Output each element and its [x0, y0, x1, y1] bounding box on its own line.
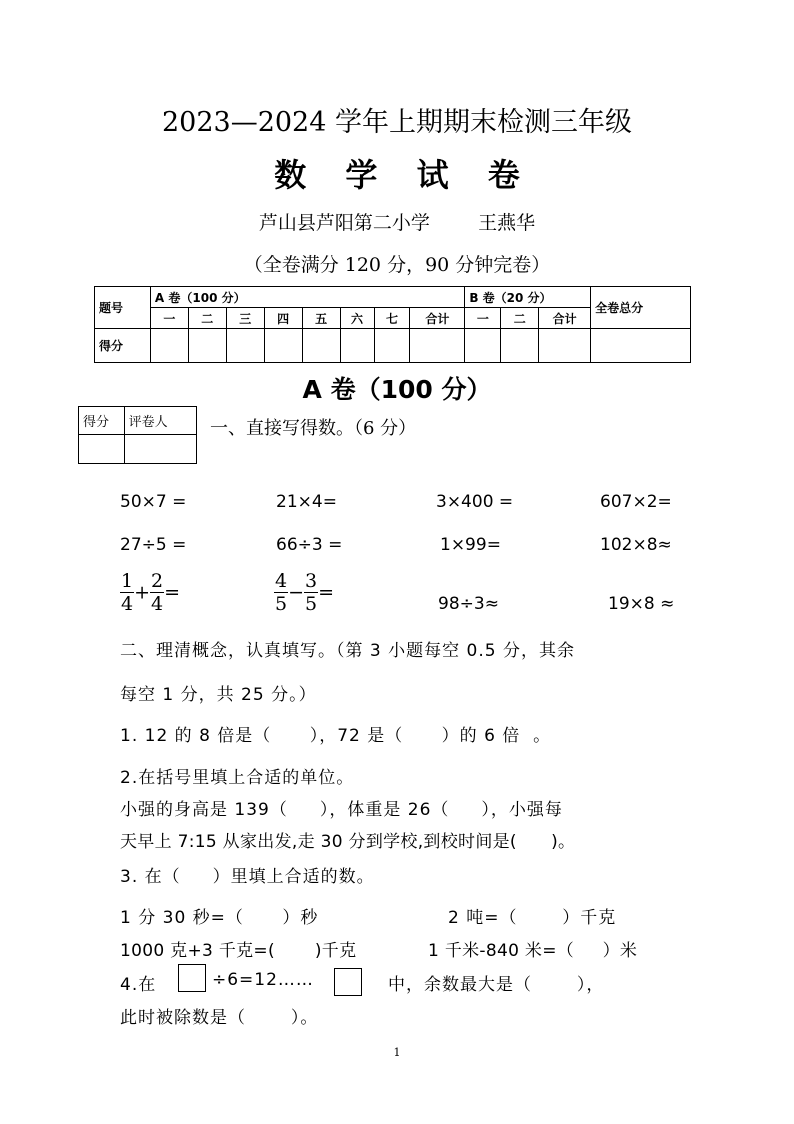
- q2-item3-b: 2 吨=（ ）千克: [448, 908, 617, 928]
- q2-item3-c: 1000 克+3 千克=( )千克: [120, 941, 357, 961]
- page-number: 1: [393, 1046, 401, 1059]
- calc-item: 27÷5 =: [120, 535, 187, 555]
- score-cell[interactable]: [410, 329, 465, 363]
- calc-item: 50×7 =: [120, 492, 187, 512]
- q2-item3-title: 3. 在（ ）里填上合适的数。: [120, 867, 375, 887]
- blank-box-remainder[interactable]: [334, 968, 362, 996]
- calc-item: 21×4=: [276, 492, 337, 512]
- score-cell[interactable]: [501, 329, 539, 363]
- grader-name-label: 评卷人: [124, 407, 196, 435]
- score-cell[interactable]: [591, 329, 691, 363]
- q2-item4-line2: 此时被除数是（ ）。: [120, 1008, 319, 1028]
- score-cell[interactable]: [374, 329, 410, 363]
- col-a-3: 三: [226, 308, 264, 329]
- score-cell[interactable]: [150, 329, 188, 363]
- fraction-expression: $\frac{4}{5}$ − $\frac{3}{5}$ =: [275, 570, 335, 615]
- col-a-6: 六: [340, 308, 374, 329]
- grader-score-label: 得分: [79, 407, 125, 435]
- col-b-1: 一: [465, 308, 501, 329]
- q2-item2-line2: 天早上 7:15 从家出发,走 30 分到学校,到校时间是( )。: [120, 832, 576, 852]
- grader-score-cell[interactable]: [79, 435, 125, 464]
- calc-item: 98÷3≈: [438, 594, 499, 614]
- score-cell[interactable]: [226, 329, 264, 363]
- score-table-topic-label: 题号: [95, 287, 151, 329]
- col-a-4: 四: [264, 308, 302, 329]
- q2-item4-mid: ÷6=12……: [212, 970, 314, 990]
- calc-item: 1×99=: [440, 535, 501, 555]
- q1-heading: 一、直接写得数。（6 分）: [210, 418, 417, 439]
- score-cell[interactable]: [465, 329, 501, 363]
- col-a-1: 一: [150, 308, 188, 329]
- exam-subject: 数 学 试 卷: [274, 156, 534, 194]
- col-b-2: 二: [501, 308, 539, 329]
- score-cell[interactable]: [340, 329, 374, 363]
- score-cell[interactable]: [302, 329, 340, 363]
- q2-heading-line1: 二、理清概念，认真填写。（第 3 小题每空 0.5 分，其余: [120, 641, 575, 661]
- q2-item3-d: 1 千米-840 米=（ ）米: [428, 941, 638, 961]
- part-a-heading: A 卷（100 分）: [302, 375, 492, 404]
- grader-box: [78, 406, 197, 464]
- part-a-header: A 卷（100 分）: [150, 287, 464, 308]
- blank-box-dividend[interactable]: [178, 964, 206, 992]
- total-score-header: 全卷总分: [591, 287, 691, 329]
- col-a-7: 七: [374, 308, 410, 329]
- col-a-total: 合计: [410, 308, 465, 329]
- col-b-total: 合计: [539, 308, 591, 329]
- score-cell[interactable]: [539, 329, 591, 363]
- col-a-5: 五: [302, 308, 340, 329]
- calc-item: 19×8 ≈: [608, 594, 675, 614]
- score-table: [94, 286, 691, 363]
- q2-item3-a: 1 分 30 秒=（ ）秒: [120, 908, 319, 928]
- calc-item: 66÷3 =: [276, 535, 343, 555]
- calc-item: 607×2=: [600, 492, 672, 512]
- calc-item: 102×8≈: [600, 535, 672, 555]
- score-row-label: 得分: [95, 329, 151, 363]
- score-cell[interactable]: [264, 329, 302, 363]
- q2-heading-line2: 每空 1 分，共 25 分。）: [120, 685, 317, 705]
- author-line: 芦山县芦阳第二小学 王燕华: [258, 212, 536, 234]
- grader-name-cell[interactable]: [124, 435, 196, 464]
- q2-item4-prefix: 4.在: [120, 975, 157, 995]
- q2-item2-line1: 小强的身高是 139（ ），体重是 26（ ），小强每: [120, 800, 563, 820]
- exam-note: （全卷满分 120 分，90 分钟完卷）: [243, 254, 551, 276]
- col-a-2: 二: [188, 308, 226, 329]
- q2-item4-suffix: 中，余数最大是（ ），: [388, 975, 605, 995]
- part-b-header: B 卷（20 分）: [465, 287, 591, 308]
- score-cell[interactable]: [188, 329, 226, 363]
- exam-title: 2023—2024 学年上期期末检测三年级: [161, 107, 632, 138]
- q2-item2-title: 2.在括号里填上合适的单位。: [120, 768, 355, 788]
- calc-item: 3×400 =: [436, 492, 514, 512]
- q2-item1: 1. 12 的 8 倍是（ ），72 是（ ）的 6 倍 。: [120, 726, 552, 746]
- fraction-expression: $\frac{1}{4}$ + $\frac{2}{4}$ =: [121, 570, 181, 615]
